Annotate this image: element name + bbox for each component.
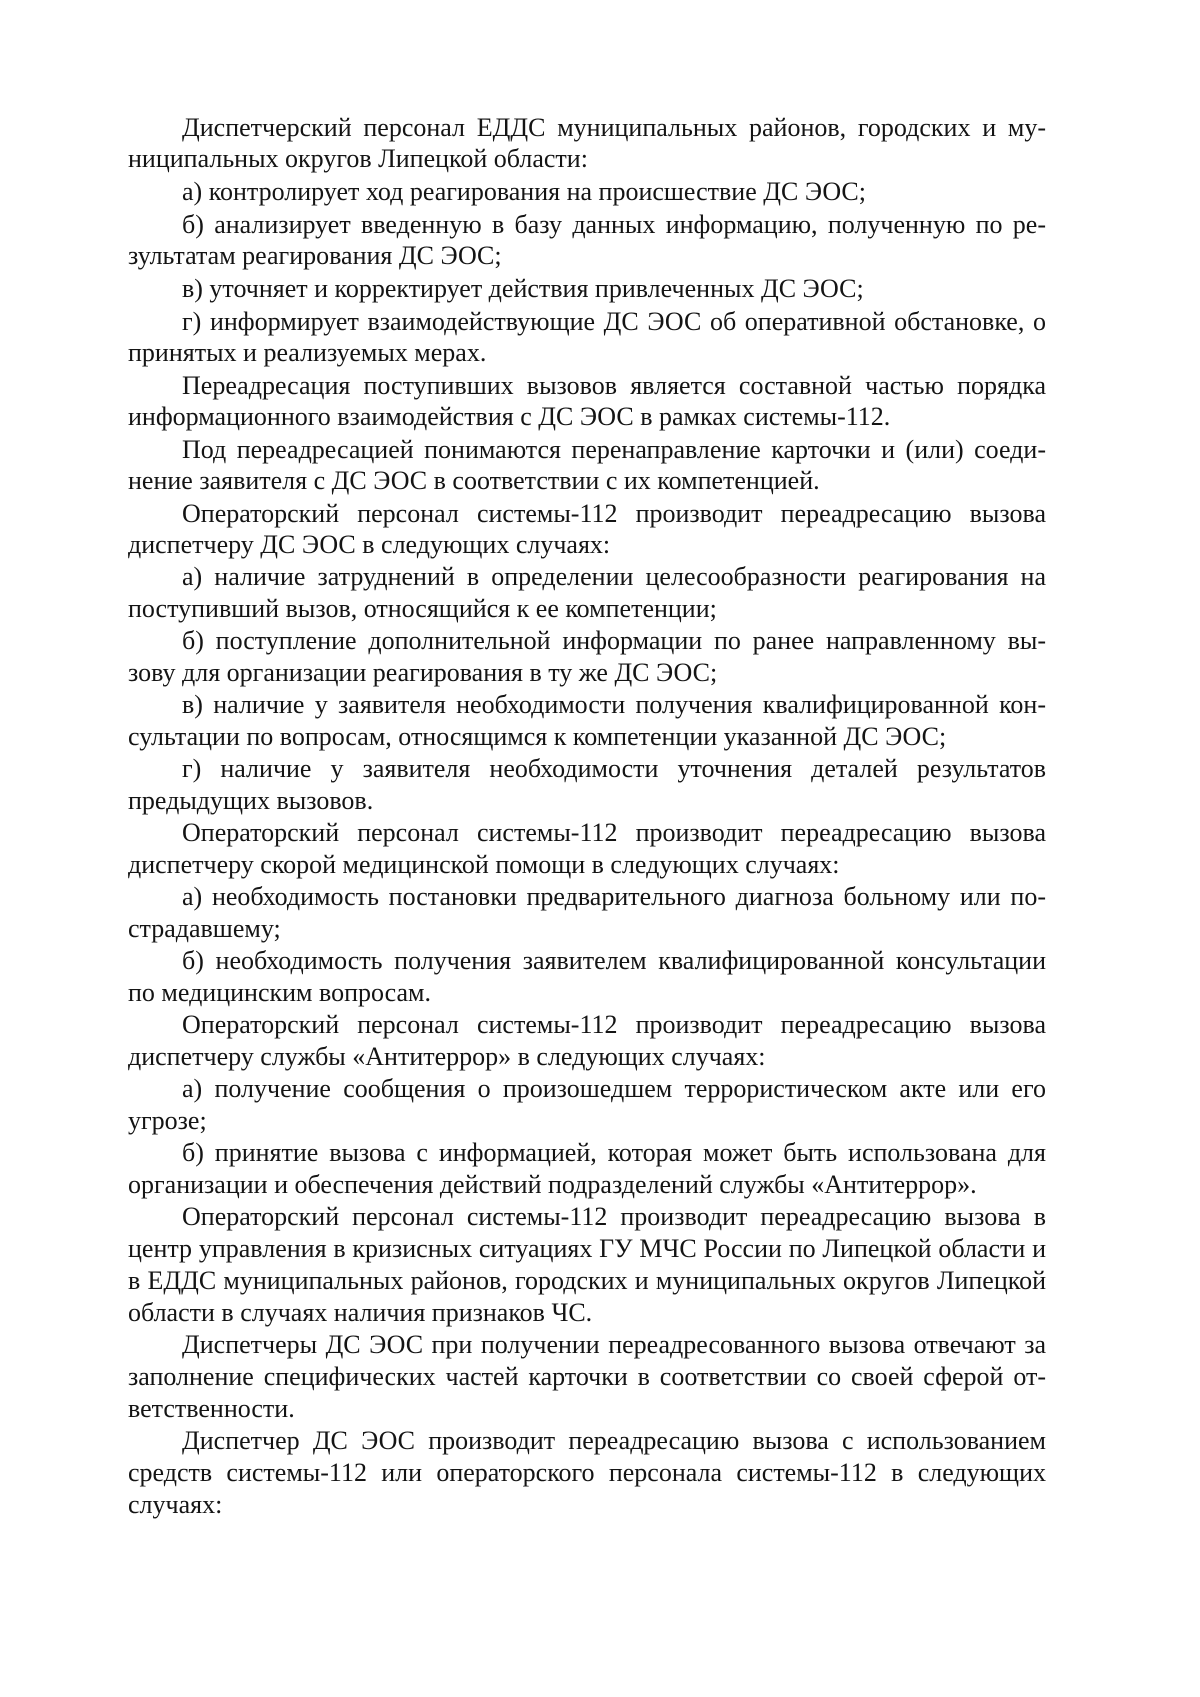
text-line: принятых и реализуемых мерах.: [128, 338, 487, 367]
text-line: г) информирует взаимодействующие ДС ЭОС об оперативной обстановке, о: [182, 307, 1046, 336]
text-line: зультатам реагирования ДС ЭОС;: [128, 241, 502, 270]
text-line: Операторский персонал системы-112 производит переадресацию вызова: [182, 818, 1046, 847]
text-line: Диспетчерский персонал ЕДДС муниципальных районов, городских и му-: [182, 113, 1046, 142]
text-line: по медицинским вопросам.: [128, 978, 431, 1007]
text-line: диспетчеру службы «Антитеррор» в следующих случаях:: [128, 1042, 766, 1071]
text-line: г) наличие у заявителя необходимости уточнения деталей результатов: [182, 754, 1046, 783]
text-line: нение заявителя с ДС ЭОС в соответствии с их компетенцией.: [128, 466, 820, 495]
text-line: диспетчеру ДС ЭОС в следующих случаях:: [128, 530, 611, 559]
text-line: Диспетчер ДС ЭОС производит переадресацию вызова с использованием: [182, 1426, 1046, 1455]
text-line: центр управления в кризисных ситуациях ГУ МЧС России по Липецкой области и: [128, 1234, 1046, 1263]
text-line: диспетчеру скорой медицинской помощи в следующих случаях:: [128, 850, 840, 879]
text-line: случаях:: [128, 1490, 223, 1519]
text-line: области в случаях наличия признаков ЧС.: [128, 1298, 593, 1327]
text-line: зову для организации реагирования в ту же ДС ЭОС;: [128, 658, 718, 687]
text-line: а) контролирует ход реагирования на происшествие ДС ЭОС;: [182, 177, 866, 206]
text-line: в) наличие у заявителя необходимости получения квалифицированной кон-: [182, 690, 1046, 719]
text-line: в ЕДДС муниципальных районов, городских и муниципальных округов Липецкой: [128, 1266, 1046, 1295]
text-line: Операторский персонал системы-112 производит переадресацию вызова: [182, 1010, 1046, 1039]
text-line: Операторский персонал системы-112 производит переадресацию вызова: [182, 499, 1046, 528]
text-line: предыдущих вызовов.: [128, 786, 374, 815]
text-line: б) поступление дополнительной информации по ранее направленному вы-: [182, 626, 1046, 655]
text-line: а) необходимость постановки предварительного диагноза больному или по-: [182, 882, 1046, 911]
text-line: б) анализирует введенную в базу данных информацию, полученную по ре-: [182, 210, 1046, 239]
text-line: Операторский персонал системы-112 производит переадресацию вызова в: [182, 1202, 1046, 1231]
text-line: заполнение специфических частей карточки в соответствии со своей сферой от-: [128, 1362, 1046, 1391]
text-line: ветственности.: [128, 1394, 295, 1423]
text-line: в) уточняет и корректирует действия привлеченных ДС ЭОС;: [182, 274, 864, 303]
text-line: страдавшему;: [128, 914, 281, 943]
text-line: информационного взаимодействия с ДС ЭОС в рамках системы-112.: [128, 402, 891, 431]
text-line: а) получение сообщения о произошедшем террористическом акте или его: [182, 1074, 1046, 1103]
text-line: средств системы-112 или операторского персонала системы-112 в следующих: [128, 1458, 1046, 1487]
text-line: б) необходимость получения заявителем квалифицированной консультации: [182, 946, 1046, 975]
text-line: угрозе;: [128, 1106, 207, 1135]
text-line: Диспетчеры ДС ЭОС при получении переадресованного вызова отвечают за: [182, 1330, 1046, 1359]
text-line: Под переадресацией понимаются перенаправление карточки и (или) соеди-: [182, 435, 1046, 464]
text-line: а) наличие затруднений в определении целесообразности реагирования на: [182, 562, 1046, 591]
text-line: поступивший вызов, относящийся к ее компетенции;: [128, 594, 717, 623]
text-line: ниципальных округов Липецкой области:: [128, 144, 588, 173]
text-line: организации и обеспечения действий подразделений службы «Антитеррор».: [128, 1170, 977, 1199]
text-line: Переадресация поступивших вызовов является составной частью порядка: [182, 371, 1046, 400]
text-line: сультации по вопросам, относящимся к компетенции указанной ДС ЭОС;: [128, 722, 947, 751]
text-line: б) принятие вызова с информацией, которая может быть использована для: [182, 1138, 1046, 1167]
